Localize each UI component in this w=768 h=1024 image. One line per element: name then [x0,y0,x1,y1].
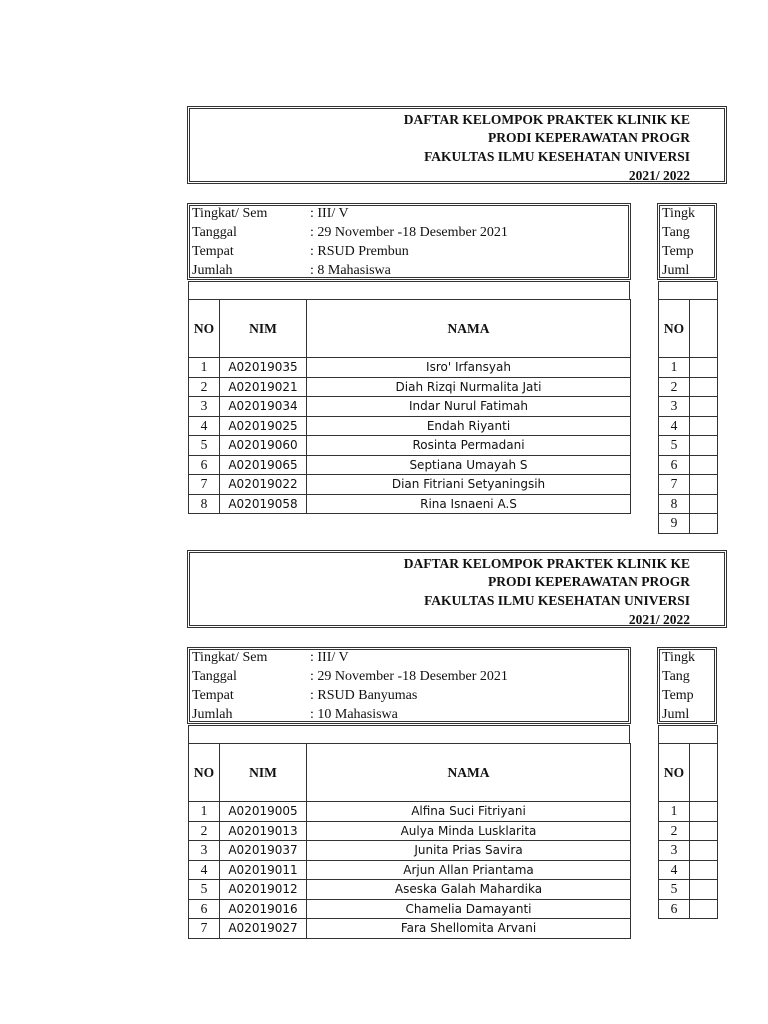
side-info-label: Tang [662,669,690,684]
row-no: 6 [189,899,220,919]
row-nama: Rina Isnaeni A.S [307,494,631,514]
side-info-label: Tingk [662,206,695,221]
side-row [659,377,718,397]
table-row [189,475,631,495]
row-no: 4 [189,860,220,880]
side-row-no: 5 [659,880,690,900]
table-row [189,880,631,900]
side-info-box [657,647,717,724]
row-nim: A02019025 [220,416,307,436]
info-tanggal-value: : 29 November -18 Desember 2021 [310,225,508,240]
side-info-box [657,203,717,280]
info-tingkat-value: : III/ V [310,650,349,665]
info-jumlah-label: Jumlah [192,707,233,722]
side-row-no: 6 [659,899,690,919]
side-row-no: 1 [659,802,690,822]
row-nama: Aseska Galah Mahardika [307,880,631,900]
title-line-1: DAFTAR KELOMPOK PRAKTEK KLINIK KE [403,112,690,127]
row-nama: Indar Nurul Fatimah [307,397,631,417]
table-row [189,397,631,417]
row-no: 5 [189,880,220,900]
student-table [188,299,631,514]
side-info-label: Temp [662,688,694,703]
side-row-no: 5 [659,436,690,456]
group-2 [187,550,695,945]
info-tanggal-label: Tanggal [192,225,237,240]
row-no: 3 [189,397,220,417]
row-no: 4 [189,416,220,436]
header-no: NO [189,744,220,802]
table-row [189,358,631,378]
row-nim: A02019013 [220,821,307,841]
title-line-4: 2021/ 2022 [628,612,690,627]
side-row-no: 4 [659,416,690,436]
header-nim: NIM [220,744,307,802]
side-info-label: Juml [662,263,690,278]
row-nim: A02019021 [220,377,307,397]
header-nim: NIM [220,300,307,358]
side-row [659,860,718,880]
row-no: 1 [189,358,220,378]
side-table [658,743,718,919]
side-row-no: 6 [659,455,690,475]
info-tempat-label: Tempat [192,244,234,259]
row-nim: A02019035 [220,358,307,378]
row-no: 7 [189,475,220,495]
side-row [659,436,718,456]
row-nama: Diah Rizqi Nurmalita Jati [307,377,631,397]
side-info-label: Temp [662,244,694,259]
side-row [659,397,718,417]
title-line-3: FAKULTAS ILMU KESEHATAN UNIVERSI [424,149,690,164]
side-row [659,841,718,861]
side-row [659,475,718,495]
row-nim: A02019034 [220,397,307,417]
row-nama: Septiana Umayah S [307,455,631,475]
info-jumlah-value: : 10 Mahasiswa [310,707,398,722]
row-nama: Isro' Irfansyah [307,358,631,378]
group-1 [187,106,695,531]
info-tingkat-value: : III/ V [310,206,349,221]
row-nama: Chamelia Damayanti [307,899,631,919]
side-row [659,880,718,900]
row-no: 5 [189,436,220,456]
row-nama: Rosinta Permadani [307,436,631,456]
info-tempat-value: : RSUD Prembun [310,244,409,259]
table-row [189,416,631,436]
info-box [187,203,631,280]
row-nama: Junita Prias Savira [307,841,631,861]
table-row [189,860,631,880]
side-row-no: 2 [659,821,690,841]
side-row [659,494,718,514]
row-nim: A02019016 [220,899,307,919]
header-no: NO [189,300,220,358]
row-nama: Fara Shellomita Arvani [307,919,631,939]
row-nim: A02019065 [220,455,307,475]
side-row [659,802,718,822]
side-info-label: Tingk [662,650,695,665]
side-row-no: 1 [659,358,690,378]
side-row-no: 4 [659,860,690,880]
row-no: 1 [189,802,220,822]
spacer-row [188,281,630,300]
info-box [187,647,631,724]
info-tempat-label: Tempat [192,688,234,703]
table-row [189,821,631,841]
header-nama: NAMA [307,744,631,802]
table-header-row [189,744,631,802]
side-header-row [659,300,718,358]
row-nim: A02019022 [220,475,307,495]
side-header-no: NO [659,744,690,802]
spacer-row [188,725,630,744]
table-row [189,802,631,822]
side-spacer-row [658,725,718,744]
row-nama: Dian Fitriani Setyaningsih [307,475,631,495]
side-header-no: NO [659,300,690,358]
title-line-3: FAKULTAS ILMU KESEHATAN UNIVERSI [424,593,690,608]
title-box [187,550,727,628]
row-nim: A02019027 [220,919,307,939]
row-no: 2 [189,821,220,841]
title-line-2: PRODI KEPERAWATAN PROGR [487,574,690,589]
info-jumlah-value: : 8 Mahasiswa [310,263,391,278]
row-no: 3 [189,841,220,861]
info-tanggal-label: Tanggal [192,669,237,684]
side-row [659,514,718,534]
info-tanggal-value: : 29 November -18 Desember 2021 [310,669,508,684]
row-nama: Aulya Minda Lusklarita [307,821,631,841]
row-nim: A02019012 [220,880,307,900]
header-nama: NAMA [307,300,631,358]
row-nim: A02019058 [220,494,307,514]
row-nim: A02019037 [220,841,307,861]
side-row-no: 3 [659,841,690,861]
side-row [659,455,718,475]
row-nim: A02019011 [220,860,307,880]
table-row [189,841,631,861]
table-row [189,899,631,919]
row-nama: Endah Riyanti [307,416,631,436]
table-header-row [189,300,631,358]
side-row-no: 3 [659,397,690,417]
side-row [659,821,718,841]
table-row [189,377,631,397]
table-row [189,494,631,514]
row-no: 2 [189,377,220,397]
side-row-no: 7 [659,475,690,495]
table-row [189,919,631,939]
side-row-no: 8 [659,494,690,514]
side-spacer-row [658,281,718,300]
table-row [189,436,631,456]
info-tingkat-label: Tingkat/ Sem [192,650,268,665]
side-table [658,299,718,534]
title-box [187,106,727,184]
side-header-row [659,744,718,802]
side-row-no: 2 [659,377,690,397]
row-no: 7 [189,919,220,939]
side-row [659,416,718,436]
side-info-label: Tang [662,225,690,240]
side-info-label: Juml [662,707,690,722]
row-no: 8 [189,494,220,514]
info-tingkat-label: Tingkat/ Sem [192,206,268,221]
row-nama: Arjun Allan Priantama [307,860,631,880]
title-line-4: 2021/ 2022 [628,168,690,183]
side-row [659,358,718,378]
title-line-1: DAFTAR KELOMPOK PRAKTEK KLINIK KE [403,556,690,571]
side-row-no: 9 [659,514,690,534]
row-nama: Alfina Suci Fitriyani [307,802,631,822]
side-row [659,899,718,919]
row-nim: A02019060 [220,436,307,456]
table-row [189,455,631,475]
info-tempat-value: : RSUD Banyumas [310,688,418,703]
student-table [188,743,631,939]
info-jumlah-label: Jumlah [192,263,233,278]
title-line-2: PRODI KEPERAWATAN PROGR [487,130,690,145]
row-nim: A02019005 [220,802,307,822]
row-no: 6 [189,455,220,475]
